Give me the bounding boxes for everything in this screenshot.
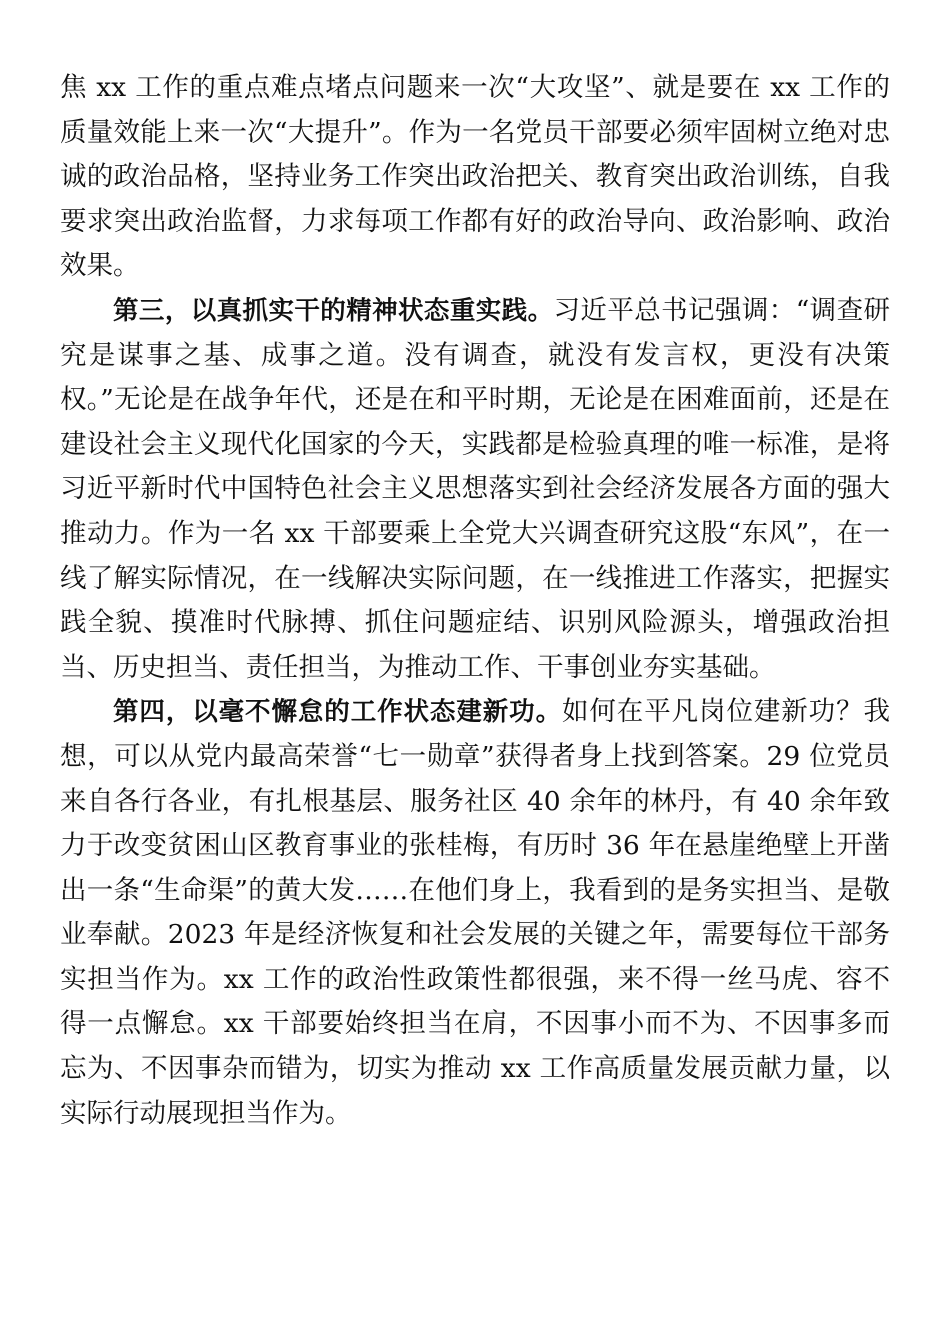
paragraph-text: 习近平总书记强调：“调查研究是谋事之基、成事之道。没有调查，就没有发言权，更没有决策权。”无论是在战争年代，还是在和平时期，无论是在困难面前，还是在建设社会主义现代化国家的今天，实践都是检验真理的唯一标准，是将习近平新时代中国特色社会主义思想落实到社会经济发展各方面的强大推动力。作为一名 xx 干部要乘上全党大兴调查研究这股“东风”，在一线了解实际情况，在一线解决实际问题，在一线推进工作落实，把握实践全貌、摸准时代脉搏、抓住问题症结、识别风险源头，增强政治担当、历史担当、责任担当，为推动工作、干事创业夯实基础。 [60, 294, 890, 683]
document-page [60, 66, 890, 1136]
paragraph-heading: 第三，以真抓实干的精神状态重实践。 [113, 295, 554, 326]
paragraph-continuation [60, 66, 890, 289]
paragraph-text: 如何在平凡岗位建新功？我想，可以从党内最高荣誉“七一勋章”获得者身上找到答案。29 位党员来自各行各业，有扎根基层、服务社区 40 余年的林丹，有 40 余年致力于改变贫困山区教育事业的张桂梅，有历时 36 年在悬崖绝壁上开凿出一条“生命渠”的黄大发……在他们身上，我看到的是务实担当、是敬业奉献。2023 年是经济恢复和社会发展的关键之年，需要每位干部务实担当作为。xx 工作的政治性政策性都很强，来不得一丝马虎、容不得一点懈怠。xx 干部要始终担当在肩，不因事小而不为、不因事多而忘为、不因事杂而错为，切实为推动 xx 工作高质量发展贡献力量，以实际行动展现担当作为。 [60, 696, 890, 1129]
paragraph-fourth-point [60, 690, 890, 1136]
paragraph-third-point [60, 289, 890, 690]
paragraph-text: 焦 xx 工作的重点难点堵点问题来一次“大攻坚”、就是要在 xx 工作的质量效能上来一次“大提升”。作为一名党员干部要必须牢固树立绝对忠诚的政治品格，坚持业务工作突出政治把关、教育突出政治训练，自我要求突出政治监督，力求每项工作都有好的政治导向、政治影响、政治效果。 [60, 72, 890, 282]
paragraph-heading: 第四，以毫不懈怠的工作状态建新功。 [113, 697, 562, 728]
